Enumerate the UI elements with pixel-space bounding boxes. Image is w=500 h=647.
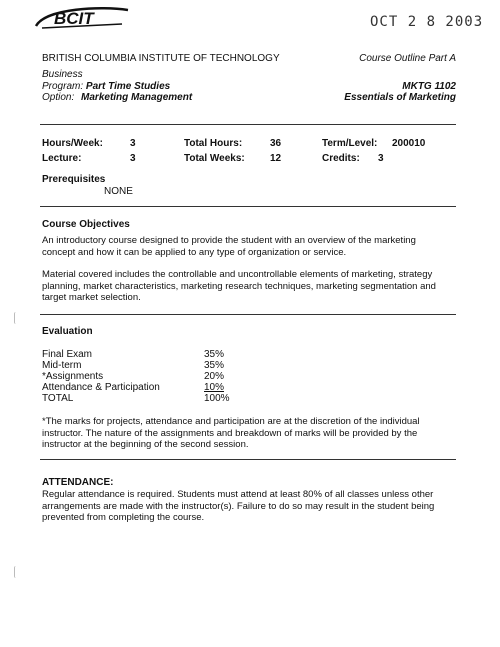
scan-edge-mark <box>14 566 18 578</box>
prerequisites-heading: Prerequisites <box>42 174 106 185</box>
attendance-paragraph: Regular attendance is required. Students must attend at least 80% of all classes unless other arrangements are made with the instructor(s). Failure to do so may result in the student being prevented from completing the course. <box>42 489 435 523</box>
evaluation-note: *The marks for projects, attendance and participation are at the discretion of the individual instructor. The nature of the assignments and breakdown of marks will be provided by the instructor at the beginning of the second session. <box>42 416 420 450</box>
evaluation-heading: Evaluation <box>42 326 93 337</box>
total-weeks-label: Total Weeks: <box>184 153 245 164</box>
eval-row: *Assignments <box>42 371 104 382</box>
divider <box>40 314 456 315</box>
course-title: Essentials of Marketing <box>344 92 456 103</box>
hours-week-value: 3 <box>130 138 136 149</box>
total-hours-label: Total Hours: <box>184 138 243 149</box>
eval-weight: 10% <box>204 382 225 393</box>
eval-weight: 100% <box>204 393 230 404</box>
objectives-paragraph-2: Material covered includes the controllable and uncontrollable elements of marketing, strategy planning, market characteristics, marketing research techniques, marketing segmentation and target market selection. <box>42 269 436 303</box>
lecture-label: Lecture: <box>42 153 82 164</box>
eval-weight: 35% <box>204 349 225 360</box>
date-stamp: OCT 2 8 2003 <box>370 14 484 30</box>
eval-row: TOTAL <box>42 393 74 404</box>
program-value: Part Time Studies <box>85 81 171 92</box>
divider <box>40 206 456 207</box>
term-level-value: 200010 <box>392 138 426 149</box>
eval-row: Final Exam <box>42 349 93 360</box>
institution-name: BRITISH COLUMBIA INSTITUTE OF TECHNOLOGY <box>42 53 280 64</box>
objectives-paragraph-1: An introductory course designed to provide the student with an overview of the marketing concept and how it can be applied to any type of organization or service. <box>42 235 416 258</box>
eval-row: Mid-term <box>42 360 82 371</box>
credits-value: 3 <box>378 153 384 164</box>
eval-row: Attendance & Participation <box>42 382 160 393</box>
hours-week-label: Hours/Week: <box>42 138 103 149</box>
bcit-logo <box>32 4 132 34</box>
credits-label: Credits: <box>322 153 360 164</box>
lecture-value: 3 <box>130 153 136 164</box>
option-value: Marketing Management <box>81 92 193 103</box>
school-name: Business <box>42 69 83 80</box>
scan-edge-mark <box>14 312 18 324</box>
attendance-heading: ATTENDANCE: <box>42 477 114 488</box>
program-label: Program: <box>42 81 84 92</box>
prerequisites-value: NONE <box>104 186 133 197</box>
divider <box>40 459 456 460</box>
objectives-heading: Course Objectives <box>42 219 130 230</box>
option-label: Option: <box>42 92 75 103</box>
eval-weight: 20% <box>204 371 225 382</box>
course-code: MKTG 1102 <box>402 81 456 92</box>
doc-type: Course Outline Part A <box>359 53 456 64</box>
total-hours-value: 36 <box>270 138 282 149</box>
total-weeks-value: 12 <box>270 153 282 164</box>
logo-text: BCIT <box>54 9 94 28</box>
eval-weight: 35% <box>204 360 225 371</box>
divider <box>40 124 456 125</box>
term-level-label: Term/Level: <box>322 138 378 149</box>
option-line <box>42 92 192 104</box>
